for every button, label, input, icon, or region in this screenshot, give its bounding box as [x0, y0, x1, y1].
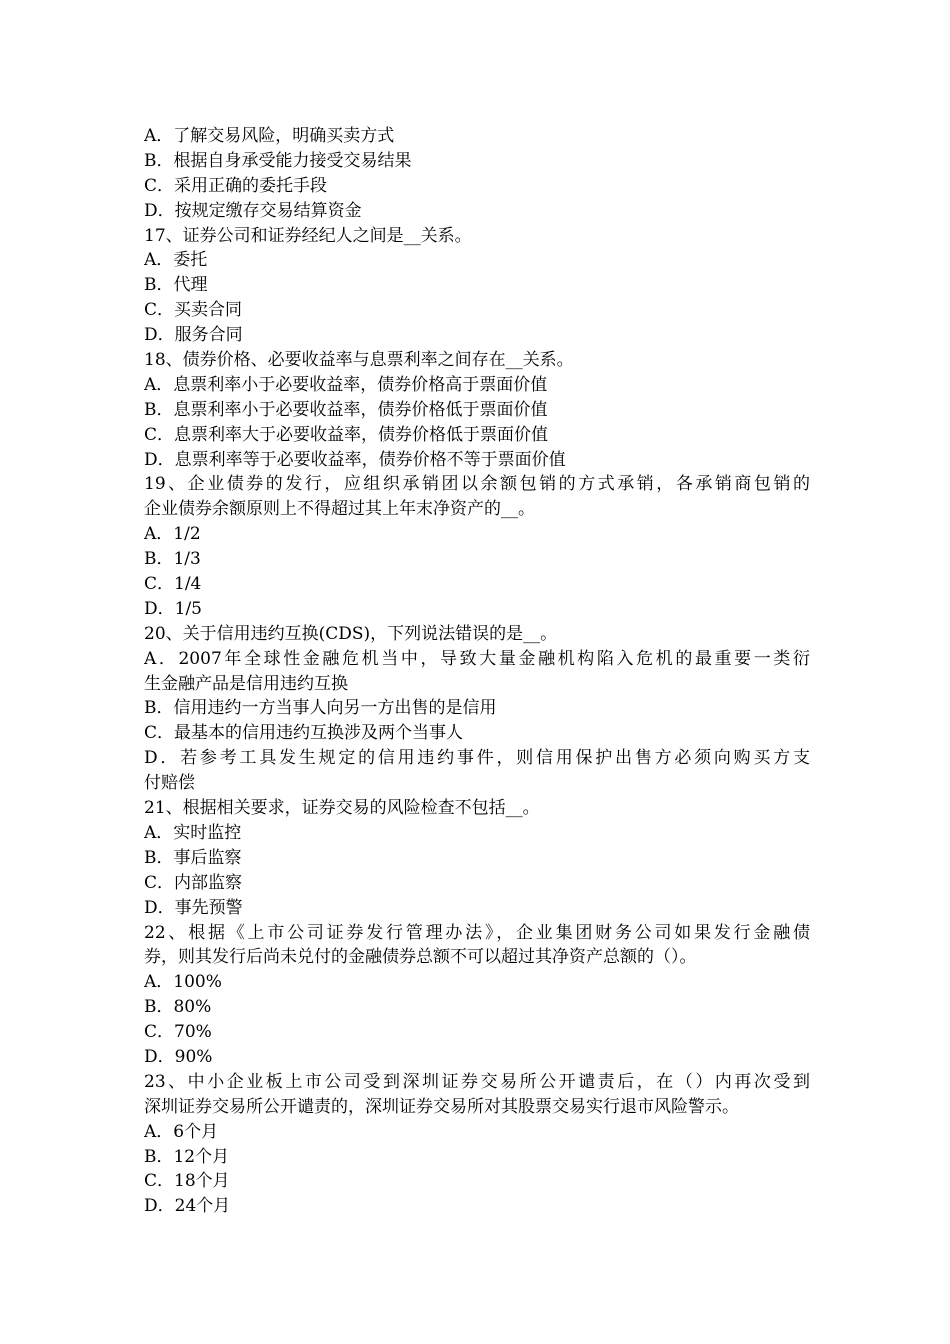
option-20-b: B．信用违约一方当事人向另一方出售的是信用 — [144, 698, 497, 719]
option-18-d: D．息票利率等于必要收益率，债券价格不等于票面价值 — [144, 449, 566, 470]
option-18-a: A．息票利率小于必要收益率，债券价格高于票面价值 — [144, 374, 548, 395]
document-page — [144, 124, 810, 1219]
option-22-a: A．100% — [144, 972, 222, 993]
option-22-c: C．70% — [144, 1022, 212, 1043]
option-21-b: B．事后监察 — [144, 847, 242, 868]
option-23-b: B．12个月 — [144, 1146, 230, 1167]
option-17-b: B．代理 — [144, 275, 208, 296]
option-19-c: C．1/4 — [144, 574, 202, 595]
option-20-d-line-1: D．若参考工具发生规定的信用违约事件，则信用保护出售方必须向购买方支 — [144, 748, 810, 769]
option-19-b: B．1/3 — [144, 549, 201, 570]
option-20-a-line-2: 生金融产品是信用违约互换 — [144, 673, 348, 694]
option-19-d: D．1/5 — [144, 598, 202, 619]
option-20-c: C．最基本的信用违约互换涉及两个当事人 — [144, 723, 464, 744]
option-16-d: D．按规定缴存交易结算资金 — [144, 200, 362, 221]
option-21-c: C．内部监察 — [144, 872, 243, 893]
option-17-c: C．买卖合同 — [144, 300, 243, 321]
option-18-b: B．息票利率小于必要收益率，债券价格低于票面价值 — [144, 399, 548, 420]
option-16-b: B．根据自身承受能力接受交易结果 — [144, 150, 412, 171]
option-20-d-line-2: 付赔偿 — [144, 773, 195, 794]
option-23-c: C．18个月 — [144, 1171, 230, 1192]
option-19-a: A．1/2 — [144, 524, 201, 545]
option-16-a: A．了解交易风险，明确买卖方式 — [144, 126, 395, 146]
question-17: 17、证券公司和证券经纪人之间是__关系。 — [144, 225, 472, 246]
option-21-d: D．事先预警 — [144, 897, 243, 918]
option-22-d: D．90% — [144, 1046, 213, 1067]
option-17-a: A．委托 — [144, 250, 208, 271]
option-23-d: D．24个月 — [144, 1196, 231, 1217]
question-19-line-2: 企业债券余额原则上不得超过其上年末净资产的__。 — [144, 499, 535, 520]
question-20: 20、关于信用违约互换(CDS)，下列说法错误的是__。 — [144, 623, 558, 644]
question-18: 18、债券价格、必要收益率与息票利率之间存在__关系。 — [144, 350, 574, 371]
question-22-line-2: 券，则其发行后尚未兑付的金融债券总额不可以超过其净资产总额的（）。 — [144, 947, 697, 968]
option-16-c: C．采用正确的委托手段 — [144, 175, 328, 196]
option-23-a: A．6个月 — [144, 1121, 219, 1142]
question-19-line-1: 19、企业债券的发行，应组织承销团以余额包销的方式承销，各承销商包销的 — [144, 474, 810, 495]
question-22-line-1: 22、根据《上市公司证券发行管理办法》，企业集团财务公司如果发行金融债 — [144, 922, 810, 943]
question-23-line-2: 深圳证券交易所公开谴责的，深圳证券交易所对其股票交易实行退市风险警示。 — [144, 1096, 739, 1117]
option-21-a: A．实时监控 — [144, 822, 242, 843]
option-17-d: D．服务合同 — [144, 325, 243, 346]
option-22-b: B．80% — [144, 997, 212, 1018]
option-18-c: C．息票利率大于必要收益率，债券价格低于票面价值 — [144, 424, 549, 445]
question-23-line-1: 23、中小企业板上市公司受到深圳证券交易所公开谴责后，在（）内再次受到 — [144, 1071, 810, 1092]
question-21: 21、根据相关要求，证券交易的风险检查不包括__。 — [144, 798, 540, 819]
option-20-a-line-1: A．2007年全球性金融危机当中，导致大量金融机构陷入危机的最重要一类衍 — [144, 648, 810, 669]
